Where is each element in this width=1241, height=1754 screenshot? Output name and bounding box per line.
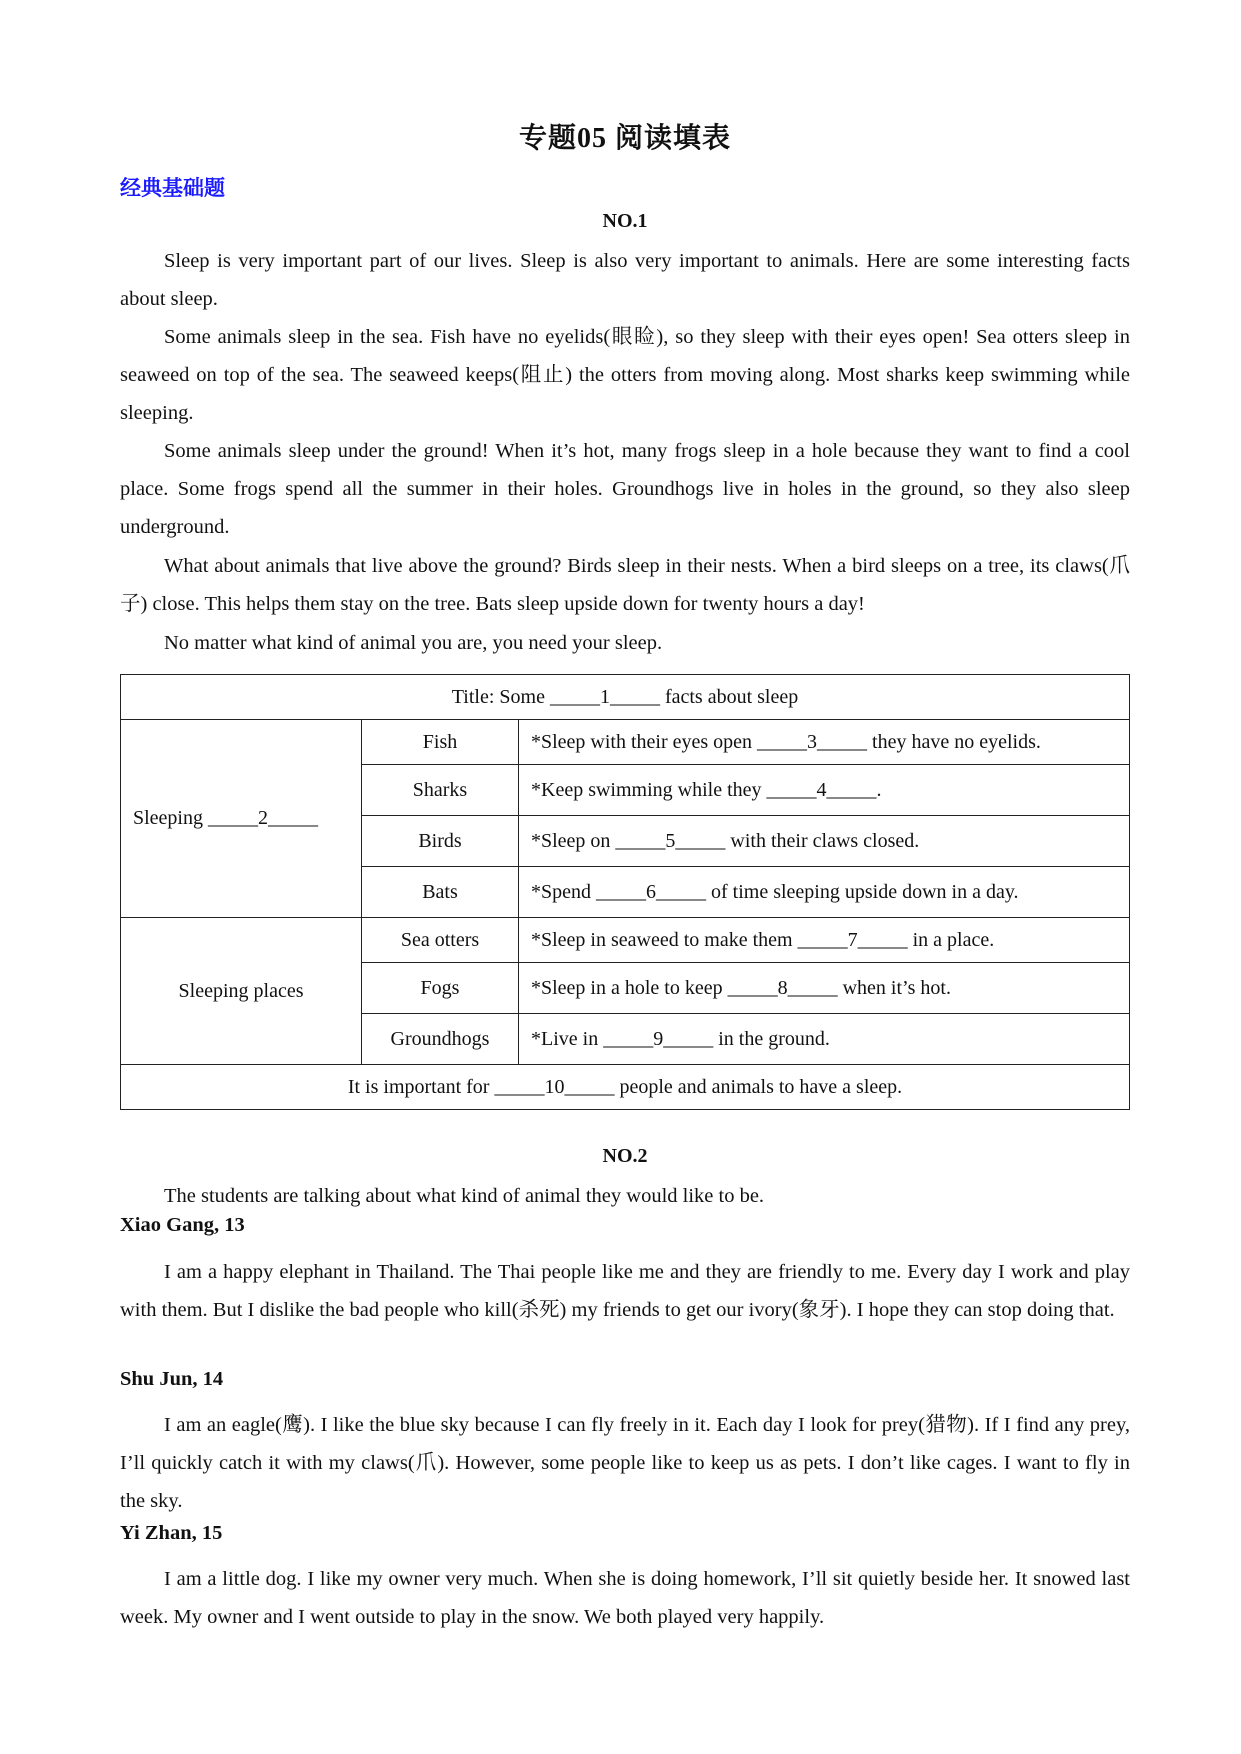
group-label-sleeping: Sleeping _____2_____ <box>121 720 362 918</box>
table-footer-row: It is important for _____10_____ people and animals to have a sleep. <box>121 1065 1130 1110</box>
detail-cell: *Sleep in seaweed to make them _____7_____ in a place. <box>519 918 1130 963</box>
detail-cell: *Keep swimming while they _____4_____. <box>519 765 1130 816</box>
section-heading-no1: NO.1 <box>602 210 648 232</box>
speaker-text: I am an eagle(鹰). I like the blue sky because I can fly freely in it. Each day I look for prey(猎物). If I find any prey, I’ll quickly catch it with my claws(爪). However, some people like to keep us as pets. I don’t like cages. I want to fly in the sky. <box>120 1414 1130 1512</box>
speaker-name: Yi Zhan, 15 <box>120 1522 223 1544</box>
speaker-name: Shu Jun, 14 <box>120 1368 224 1390</box>
paragraph: No matter what kind of animal you are, you need your sleep. <box>164 632 663 654</box>
paragraph: Some animals sleep in the sea. Fish have no eyelids(眼睑), so they sleep with their eyes open! Sea otters sleep in seaweed on top of the sea. The seaweed keeps(阻止) the otters from moving along. Most sharks keep swimming while sleeping. <box>120 326 1130 424</box>
fill-in-table <box>120 674 1130 1110</box>
animal-cell: Fish <box>362 720 519 765</box>
speaker-text: I am a happy elephant in Thailand. The Thai people like me and they are friendly to me. Every day I work and play with them. But I dislike the bad people who kill(杀死) my friends to get our ivory(象牙). I hope they can stop doing that. <box>120 1261 1130 1321</box>
detail-cell: *Sleep on _____5_____ with their claws closed. <box>519 816 1130 867</box>
section-label: 经典基础题 <box>120 176 225 200</box>
animal-cell: Sharks <box>362 765 519 816</box>
speaker-text: I am a little dog. I like my owner very much. When she is doing homework, I’ll sit quietly beside her. It snowed last week. My owner and I went outside to play in the snow. We both played very happily. <box>120 1568 1130 1628</box>
detail-cell: *Sleep in a hole to keep _____8_____ when it’s hot. <box>519 963 1130 1014</box>
paragraph: What about animals that live above the ground? Birds sleep in their nests. When a bird sleeps on a tree, its claws(爪子) close. This helps them stay on the tree. Bats sleep upside down for twenty hours a day! <box>120 555 1130 615</box>
section-heading-no2: NO.2 <box>602 1145 648 1167</box>
document-title: 专题05 阅读填表 <box>518 123 731 154</box>
detail-cell: *Live in _____9_____ in the ground. <box>519 1014 1130 1065</box>
animal-cell: Groundhogs <box>362 1014 519 1065</box>
paragraph: Some animals sleep under the ground! When it’s hot, many frogs sleep in a hole because they want to find a cool place. Some frogs spend all the summer in their holes. Groundhogs live in holes in the ground, so they also sleep underground. <box>120 440 1130 538</box>
animal-cell: Fogs <box>362 963 519 1014</box>
animal-cell: Bats <box>362 867 519 918</box>
paragraph-intro: The students are talking about what kind of animal they would like to be. <box>164 1185 765 1207</box>
detail-cell: *Spend _____6_____ of time sleeping upside down in a day. <box>519 867 1130 918</box>
table-title-row: Title: Some _____1_____ facts about sleep <box>121 675 1130 720</box>
detail-cell: *Sleep with their eyes open _____3_____ they have no eyelids. <box>519 720 1130 765</box>
animal-cell: Sea otters <box>362 918 519 963</box>
group-label-places: Sleeping places <box>121 918 362 1065</box>
animal-cell: Birds <box>362 816 519 867</box>
paragraph: Sleep is very important part of our lives. Sleep is also very important to animals. Here are some interesting facts about sleep. <box>120 250 1130 310</box>
speaker-name: Xiao Gang, 13 <box>120 1214 245 1236</box>
